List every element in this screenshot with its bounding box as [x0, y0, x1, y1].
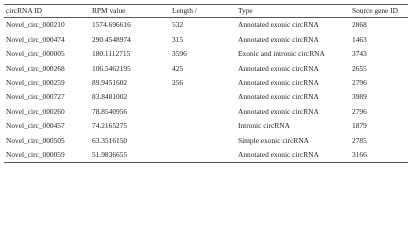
cell-type: Intronic circRNA: [238, 121, 290, 131]
cell-source-gene-id: 2796: [352, 78, 367, 88]
table-row: [4, 32, 408, 46]
cell-source-gene-id: 2785: [352, 135, 367, 145]
cell-source-gene-id: 3166: [352, 150, 367, 159]
cell-circrna-id: Novel_circ_000005: [6, 49, 65, 59]
cell-length: 425: [172, 63, 184, 73]
column-header-source-gene-id: Source gene ID: [352, 6, 398, 16]
cell-length: 3596: [172, 49, 187, 59]
cell-rpm-value: 74.2165275: [92, 121, 128, 131]
cell-type: Annotated exonic circRNA: [238, 106, 319, 116]
cell-source-gene-id: 2796: [352, 106, 367, 116]
cell-circrna-id: Novel_circ_000268: [6, 63, 65, 73]
column-header-type: Type: [238, 6, 253, 16]
table-row: [4, 104, 408, 118]
cell-rpm-value: 106.5462195: [92, 63, 131, 73]
table-header: [4, 5, 408, 18]
cell-source-gene-id: 3989: [352, 92, 367, 102]
table-row: [4, 61, 408, 75]
cell-length: [170, 148, 236, 163]
cell-circrna-id: Novel_circ_000210: [6, 20, 65, 30]
column-header-circrna-id: circRNA ID: [6, 6, 42, 16]
cell-length: [170, 90, 236, 104]
cell-type: Annotated exonic circRNA: [238, 92, 319, 102]
cell-type: Exonic and intronic circRNA: [238, 49, 325, 59]
cell-length: 315: [172, 34, 184, 44]
cell-length: [170, 133, 236, 147]
cell-rpm-value: 63.3516150: [92, 135, 128, 145]
cell-length: 532: [172, 20, 184, 30]
cell-rpm-value: 89.9451602: [92, 78, 128, 88]
cell-source-gene-id: 1879: [352, 121, 367, 131]
cell-length: 256: [172, 78, 184, 88]
cell-source-gene-id: 1463: [352, 34, 367, 44]
table-row: [4, 148, 408, 163]
cell-rpm-value: 51.9836655: [92, 150, 128, 159]
cell-circrna-id: Novel_circ_000474: [6, 34, 65, 44]
cell-circrna-id: Novel_circ_000260: [6, 106, 65, 116]
cell-circrna-id: Novel_circ_000457: [6, 121, 65, 131]
cell-circrna-id: Novel_circ_000059: [6, 150, 65, 159]
cell-type: Annotated exonic circRNA: [238, 63, 319, 73]
cell-circrna-id: Novel_circ_000727: [6, 92, 65, 102]
cell-type: Annotated exonic circRNA: [238, 78, 319, 88]
cell-rpm-value: 83.8481002: [92, 92, 128, 102]
cell-circrna-id: Novel_circ_000505: [6, 135, 65, 145]
cell-length: [170, 104, 236, 118]
cell-type: Annotated exonic circRNA: [238, 20, 319, 30]
table-row: [4, 18, 408, 33]
cell-source-gene-id: 2868: [352, 20, 367, 30]
table-row: [4, 133, 408, 147]
table-row: [4, 76, 408, 90]
table-row: [4, 47, 408, 61]
cell-type: Annotated exonic circRNA: [238, 150, 319, 159]
table-row: [4, 90, 408, 104]
cell-rpm-value: 290.4548974: [92, 34, 131, 44]
cell-length: [170, 119, 236, 133]
cell-type: Annotated exonic circRNA: [238, 34, 319, 44]
table-row: [4, 119, 408, 133]
circrna-table: [4, 4, 408, 163]
column-header-rpm-value: RPM value: [92, 6, 126, 16]
cell-rpm-value: 180.1112715: [92, 49, 131, 59]
cell-type: Simple exonic circRNA: [238, 135, 310, 145]
cell-circrna-id: Novel_circ_000259: [6, 78, 65, 88]
cell-source-gene-id: 2655: [352, 63, 367, 73]
cell-rpm-value: 1574.696616: [92, 20, 131, 30]
table-body: [4, 18, 408, 163]
header-row: [4, 5, 408, 18]
cell-source-gene-id: 3743: [352, 49, 367, 59]
cell-rpm-value: 78.8540956: [92, 106, 128, 116]
column-header-length: Length /: [172, 6, 197, 16]
